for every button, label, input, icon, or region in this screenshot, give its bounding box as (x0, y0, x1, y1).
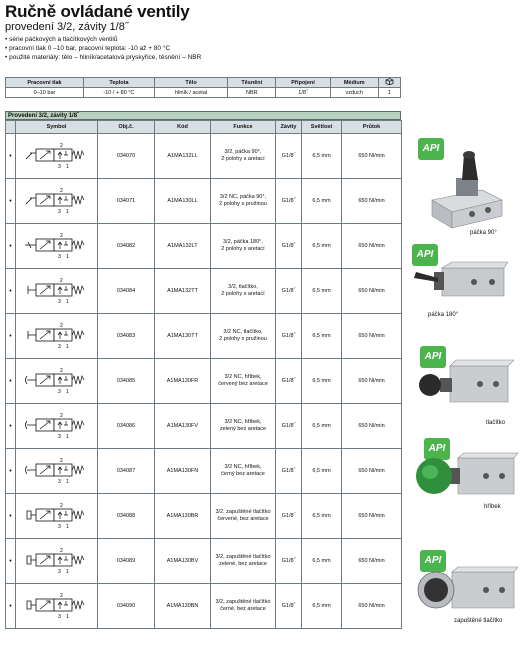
feature-item: • série páčkových a tlačítkových ventilů (5, 35, 201, 44)
function-cell (211, 269, 276, 314)
valve-symbol-icon (16, 494, 98, 539)
svg-text:2: 2 (59, 323, 63, 329)
bore-cell: 6,5 mm (302, 359, 342, 404)
svg-text:3: 3 (57, 569, 61, 575)
flow-cell: 650 Nl/min (342, 494, 402, 539)
svg-text:1: 1 (65, 569, 69, 575)
svg-text:2: 2 (59, 188, 63, 194)
flow-cell: 650 Nl/min (342, 179, 402, 224)
bore-cell: 6,5 mm (302, 584, 342, 629)
svg-text:2: 2 (59, 593, 63, 599)
thread-cell: G1/8˝ (276, 314, 302, 359)
function-line: 2 polohy s aretací (221, 156, 265, 162)
function-cell (211, 134, 276, 179)
order-number: 034083 (98, 314, 155, 359)
flow-cell: 650 Nl/min (342, 269, 402, 314)
table-header-row (6, 121, 402, 134)
table-row (6, 359, 402, 404)
svg-text:3: 3 (57, 389, 61, 395)
product-code: A1MA132LT (155, 224, 211, 269)
spec-table (5, 77, 401, 98)
svg-text:3: 3 (57, 209, 61, 215)
flow-cell: 650 Nl/min (342, 134, 402, 179)
function-line: 3/2 NC, páčka 90°, (219, 194, 267, 200)
function-line: 3/2, páčka 180°, (223, 239, 263, 245)
function-line: 2 polohy s pružinou (219, 201, 267, 207)
svg-text:1: 1 (65, 389, 69, 395)
function-line: 3/2, zapuštěné tlačítko (215, 554, 271, 560)
product-code: A1MA130BR (155, 494, 211, 539)
product-code: A1MA130TT (155, 314, 211, 359)
order-number: 034071 (98, 179, 155, 224)
spec-value: 0–10 bar (6, 88, 84, 98)
svg-text:2: 2 (59, 413, 63, 419)
svg-text:3: 3 (57, 479, 61, 485)
row-bullet: • (6, 224, 16, 269)
table-row (6, 539, 402, 584)
function-line: 3/2 NC, hříbek, (224, 464, 262, 470)
function-line: 3/2 NC, hříbek, (224, 374, 262, 380)
row-bullet: • (6, 449, 16, 494)
bore-cell: 6,5 mm (302, 449, 342, 494)
thread-cell: G1/8˝ (276, 494, 302, 539)
column-header: Obj.č. (98, 121, 155, 134)
function-line: zelené, bez aretace (218, 561, 267, 567)
photo-caption: tlačítko (486, 420, 506, 426)
valve-symbol-icon (16, 584, 98, 629)
function-line: černé, bez aretace (220, 606, 266, 612)
row-bullet: • (6, 494, 16, 539)
function-cell (211, 584, 276, 629)
valve-lever-180-photo (412, 260, 508, 306)
column-header (6, 121, 16, 134)
spec-header: Tělo (154, 78, 227, 88)
spec-header: Teplota (83, 78, 154, 88)
row-bullet: • (6, 314, 16, 359)
product-code: A1MA130LL (155, 179, 211, 224)
valve-symbol-icon (16, 314, 98, 359)
svg-text:1: 1 (65, 299, 69, 305)
function-cell (211, 179, 276, 224)
function-line: 2 polohy s aretací (221, 246, 265, 252)
column-header: Symbol (16, 121, 98, 134)
function-cell (211, 224, 276, 269)
svg-text:1: 1 (65, 614, 69, 620)
table-row (6, 179, 402, 224)
function-line: 3/2, zapuštěné tlačítko (215, 599, 271, 605)
table-row (6, 314, 402, 359)
product-code: A1MA130FR (155, 359, 211, 404)
api-logo: API (418, 138, 444, 160)
column-header: Světlost (302, 121, 342, 134)
valve-symbol-icon (16, 269, 98, 314)
row-bullet: • (6, 179, 16, 224)
bore-cell: 6,5 mm (302, 134, 342, 179)
thread-cell: G1/8˝ (276, 404, 302, 449)
product-table (5, 120, 402, 629)
order-number: 034070 (98, 134, 155, 179)
svg-text:2: 2 (59, 503, 63, 509)
spec-value: vzduch (330, 88, 378, 98)
function-line: 3/2, zapuštěné tlačítko (215, 509, 271, 515)
svg-text:3: 3 (57, 344, 61, 350)
svg-text:3: 3 (57, 614, 61, 620)
valve-symbol-icon (16, 449, 98, 494)
valve-symbol-icon (16, 404, 98, 449)
function-line: 3/2, páčka 90°, (224, 149, 262, 155)
valve-symbol-icon (16, 224, 98, 269)
bore-cell: 6,5 mm (302, 494, 342, 539)
photo-caption: páčka 180° (428, 312, 459, 318)
valve-lever-90-photo (426, 148, 506, 232)
thread-cell: G1/8˝ (276, 539, 302, 584)
product-code: A1MA130FN (155, 449, 211, 494)
bore-cell: 6,5 mm (302, 404, 342, 449)
product-code: A1MA130BN (155, 584, 211, 629)
column-header: Průtok (342, 121, 402, 134)
flow-cell: 650 Nl/min (342, 224, 402, 269)
page-subtitle: provedení 3/2, závity 1/8˝ (5, 21, 129, 33)
product-code: A1MA130FV (155, 404, 211, 449)
spec-value: -10 / + 80 °C (83, 88, 154, 98)
function-cell (211, 404, 276, 449)
spec-header: Těsnění (228, 78, 276, 88)
svg-text:3: 3 (57, 434, 61, 440)
order-number: 034085 (98, 359, 155, 404)
column-header: Funkce (211, 121, 276, 134)
spec-header-row (6, 78, 401, 88)
row-bullet: • (6, 359, 16, 404)
svg-text:2: 2 (59, 458, 63, 464)
valve-pushbutton-photo (410, 358, 514, 418)
section-title: Provedení 3/2, závity 1/8˝ (5, 111, 401, 120)
table-row (6, 494, 402, 539)
row-bullet: • (6, 584, 16, 629)
thread-cell: G1/8˝ (276, 359, 302, 404)
spec-header: Připojení (276, 78, 330, 88)
table-row (6, 404, 402, 449)
api-logo: API (412, 244, 438, 266)
thread-cell: G1/8˝ (276, 269, 302, 314)
product-code: A1MA132LL (155, 134, 211, 179)
thread-cell: G1/8˝ (276, 584, 302, 629)
product-code: A1MA130BV (155, 539, 211, 584)
valve-symbol-icon (16, 134, 98, 179)
flow-cell: 650 Nl/min (342, 359, 402, 404)
function-line: 3/2 NC, hříbek, (224, 419, 262, 425)
column-header: Kód (155, 121, 211, 134)
svg-text:2: 2 (59, 548, 63, 554)
spec-header: Pracovní tlak (6, 78, 84, 88)
function-cell (211, 494, 276, 539)
bore-cell: 6,5 mm (302, 269, 342, 314)
order-number: 034084 (98, 269, 155, 314)
order-number: 034089 (98, 539, 155, 584)
function-cell (211, 359, 276, 404)
api-logo: API (420, 346, 446, 368)
feature-item: • pracovní tlak 0 –10 bar, pracovní teplota: -10 až + 80 °C (5, 44, 201, 53)
function-line: 3/2 NC, tlačítko, (223, 329, 263, 335)
svg-text:1: 1 (65, 209, 69, 215)
order-number: 034082 (98, 224, 155, 269)
function-line: zelený bez aretace (219, 426, 267, 432)
function-line: 3/2, tlačítko, (228, 284, 258, 290)
photo-caption: hříbek (484, 504, 501, 510)
thread-cell: G1/8˝ (276, 224, 302, 269)
api-logo: API (420, 550, 446, 572)
function-line: černý bez aretace (221, 471, 265, 477)
table-row (6, 224, 402, 269)
svg-text:1: 1 (65, 434, 69, 440)
function-cell (211, 449, 276, 494)
svg-text:2: 2 (59, 368, 63, 374)
flow-cell: 650 Nl/min (342, 314, 402, 359)
column-header: Závity (276, 121, 302, 134)
bore-cell: 6,5 mm (302, 179, 342, 224)
function-line: 2 polohy s aretací (221, 291, 265, 297)
function-line: červený bez aretace (218, 381, 268, 387)
svg-text:3: 3 (57, 254, 61, 260)
valve-symbol-icon (16, 359, 98, 404)
photo-caption: páčka 90° (470, 230, 497, 236)
flow-cell: 650 Nl/min (342, 404, 402, 449)
function-line: červené, bez aretace (217, 516, 269, 522)
valve-symbol-icon (16, 179, 98, 224)
svg-text:2: 2 (59, 143, 63, 149)
row-bullet: • (6, 404, 16, 449)
svg-text:1: 1 (65, 344, 69, 350)
flow-cell: 650 Nl/min (342, 539, 402, 584)
valve-flush-button-photo (414, 566, 518, 616)
svg-text:1: 1 (65, 524, 69, 530)
svg-text:2: 2 (59, 278, 63, 284)
package-icon (378, 78, 400, 88)
spec-header: Médium (330, 78, 378, 88)
bore-cell: 6,5 mm (302, 224, 342, 269)
table-row (6, 269, 402, 314)
flow-cell: 650 Nl/min (342, 584, 402, 629)
thread-cell: G1/8˝ (276, 179, 302, 224)
photo-caption: zapuštěné tlačítko (454, 618, 503, 624)
valve-mushroom-photo (414, 452, 518, 504)
order-number: 034087 (98, 449, 155, 494)
valve-symbol-icon (16, 539, 98, 584)
spec-value: hliník / acetal (154, 88, 227, 98)
function-cell (211, 539, 276, 584)
svg-text:3: 3 (57, 299, 61, 305)
table-row (6, 134, 402, 179)
thread-cell: G1/8˝ (276, 134, 302, 179)
spec-value: 1 (378, 88, 400, 98)
flow-cell: 650 Nl/min (342, 449, 402, 494)
feature-list (5, 35, 201, 62)
spec-value: NBR (228, 88, 276, 98)
order-number: 034088 (98, 494, 155, 539)
table-row (6, 584, 402, 629)
svg-text:1: 1 (65, 479, 69, 485)
row-bullet: • (6, 134, 16, 179)
svg-text:1: 1 (65, 164, 69, 170)
order-number: 034090 (98, 584, 155, 629)
function-line: 2 polohy s pružinou (219, 336, 267, 342)
row-bullet: • (6, 269, 16, 314)
svg-text:3: 3 (57, 164, 61, 170)
svg-text:3: 3 (57, 524, 61, 530)
thread-cell: G1/8˝ (276, 449, 302, 494)
row-bullet: • (6, 539, 16, 584)
svg-text:2: 2 (59, 233, 63, 239)
bore-cell: 6,5 mm (302, 314, 342, 359)
feature-item: • použité materiály: tělo – hliník/acetalová pryskyřice, těsnění – NBR (5, 53, 201, 62)
function-cell (211, 314, 276, 359)
page-title: Ručně ovládané ventily (5, 2, 190, 21)
spec-value-row (6, 88, 401, 98)
product-code: A1MA132TT (155, 269, 211, 314)
svg-text:1: 1 (65, 254, 69, 260)
api-logo: API (424, 438, 450, 460)
spec-value: 1/8˝ (276, 88, 330, 98)
order-number: 034086 (98, 404, 155, 449)
bore-cell: 6,5 mm (302, 539, 342, 584)
table-row (6, 449, 402, 494)
